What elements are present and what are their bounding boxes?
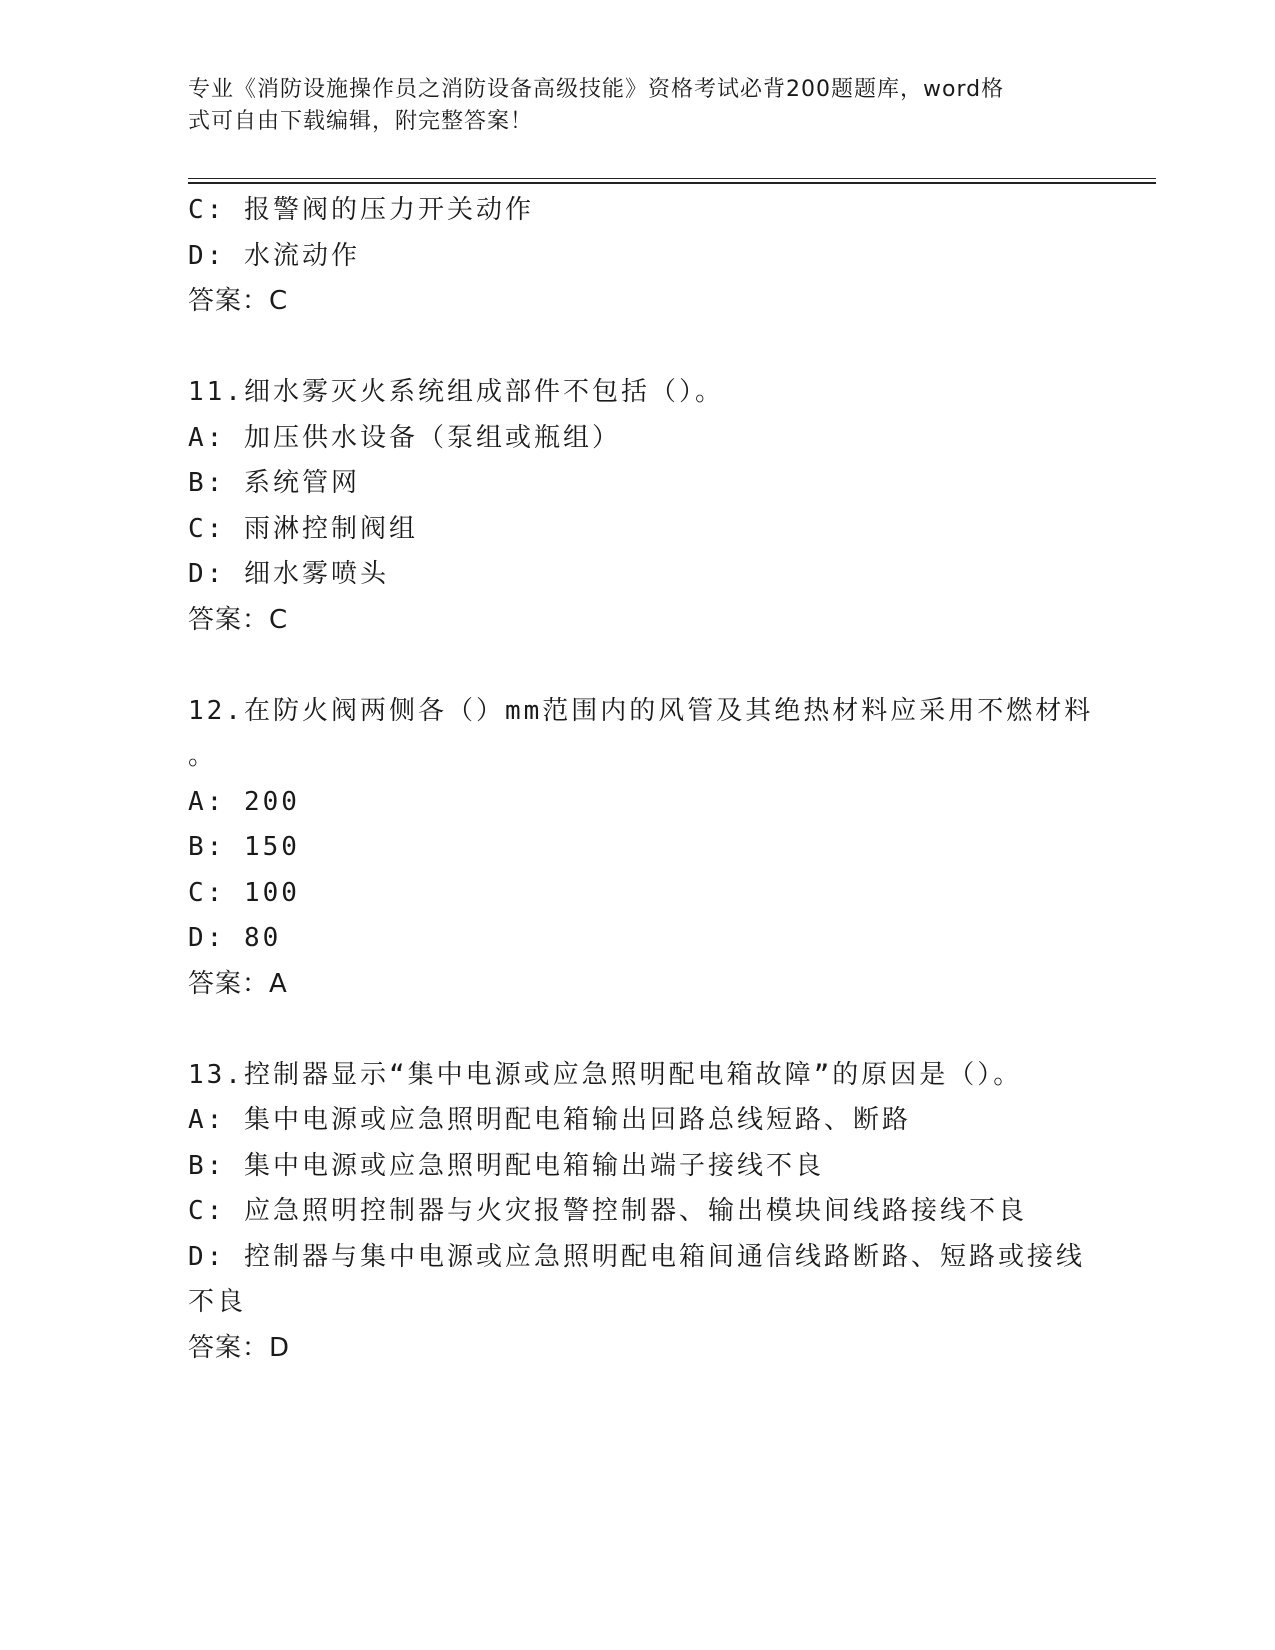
spacer <box>188 1007 1088 1053</box>
option-b: B: 集中电源或应急照明配电箱输出端子接线不良 <box>188 1150 824 1181</box>
option-c: C: 报警阀的压力开关动作 <box>188 195 534 225</box>
spacer <box>188 643 1088 689</box>
option-c: C: 应急照明控制器与火灾报警控制器、输出模块间线路接线不良 <box>188 1196 1027 1226</box>
option-b: B: 系统管网 <box>188 468 360 498</box>
answer-line: 答案：C <box>188 604 289 635</box>
question-list <box>188 188 1094 1371</box>
option-a: A: 加压供水设备（泵组或瓶组） <box>188 422 621 453</box>
header-divider-thin <box>188 178 1156 179</box>
question-block-prev <box>188 188 1088 325</box>
option-d: D: 水流动作 <box>188 240 360 271</box>
question-text-line-1: 12.在防火阀两侧各（）mm范围内的风管及其绝热材料应采用不燃材料 <box>188 695 1094 726</box>
option-a: A: 200 <box>188 786 300 817</box>
option-d-line-2: 不良 <box>188 1287 247 1317</box>
option-c: C: 雨淋控制阀组 <box>188 513 418 544</box>
answer-line: 答案：D <box>188 1332 291 1363</box>
question-block-12 <box>188 689 1094 1008</box>
question-block-11 <box>188 370 1088 643</box>
option-d-line-1: D: 控制器与集中电源或应急照明配电箱间通信线路断路、短路或接线 <box>188 1241 1085 1272</box>
document-header <box>188 74 1068 138</box>
option-d: D: 细水雾喷头 <box>188 559 389 589</box>
option-d: D: 80 <box>188 923 282 953</box>
question-block-13 <box>188 1053 1088 1372</box>
answer-line: 答案：C <box>188 286 289 316</box>
option-b: B: 150 <box>188 832 300 862</box>
header-line-2: 式可自由下载编辑，附完整答案！ <box>188 109 534 134</box>
header-line-1: 专业《消防设施操作员之消防设备高级技能》资格考试必背200题题库，word格 <box>188 77 1005 102</box>
answer-line: 答案：A <box>188 968 288 999</box>
option-a: A: 集中电源或应急照明配电箱输出回路总线短路、断路 <box>188 1105 911 1135</box>
question-text: 11.细水雾灭火系统组成部件不包括（）。 <box>188 377 724 407</box>
option-c: C: 100 <box>188 877 300 908</box>
header-divider-thick <box>188 182 1156 184</box>
spacer <box>188 325 1088 371</box>
question-text-line-2: 。 <box>188 741 218 771</box>
question-text: 13.控制器显示“集中电源或应急照明配电箱故障”的原因是（）。 <box>188 1059 1023 1090</box>
